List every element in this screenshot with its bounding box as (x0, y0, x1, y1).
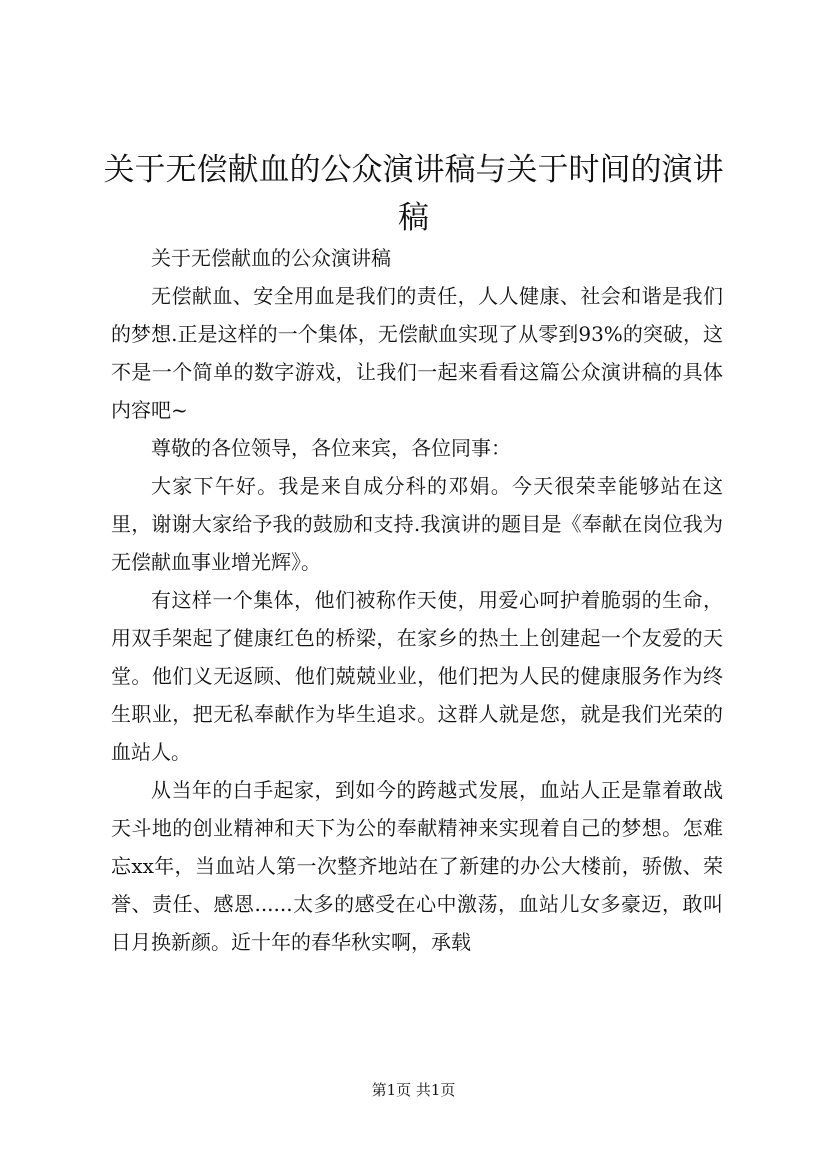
body-paragraph: 从当年的白手起家，到如今的跨越式发展，血站人正是靠着敢战天斗地的创业精神和天下为公的奉献精神来实现着自己的梦想。怎难忘xx年，当血站人第一次整齐地站在了新建的办公大楼前，骄傲、荣誉、责任、感恩......太多的感受在心中激荡，血站儿女多豪迈，敢叫日月换新颜。近十年的春华秋实啊，承载 (111, 778, 723, 954)
document-body (111, 239, 723, 961)
body-paragraph: 有这样一个集体，他们被称作天使，用爱心呵护着脆弱的生命，用双手架起了健康红色的桥梁，在家乡的热土上创建起一个友爱的天堂。他们义无返顾、他们兢兢业业，他们把为人民的健康服务作为终生职业，把无私奉献作为毕生追求。这群人就是您，就是我们光荣的血站人。 (111, 588, 723, 764)
body-paragraph: 无偿献血、安全用血是我们的责任，人人健康、社会和谐是我们的梦想.正是这样的一个集体，无偿献血实现了从零到93%的突破，这不是一个简单的数字游戏，让我们一起来看看这篇公众演讲稿的具体内容吧~ (111, 284, 723, 422)
subtitle-paragraph: 关于无偿献血的公众演讲稿 (151, 246, 391, 270)
document-title: 关于无偿献血的公众演讲稿与关于时间的演讲稿 (103, 152, 724, 236)
body-paragraph: 大家下午好。我是来自成分科的邓娟。今天很荣幸能够站在这里，谢谢大家给予我的鼓励和支持.我演讲的题目是《奉献在岗位我为无偿献血事业增光辉》。 (111, 474, 723, 574)
body-paragraph: 尊敬的各位领导，各位来宾，各位同事： (151, 436, 511, 460)
page-number-footer: 第1页 共1页 (371, 1081, 456, 1099)
